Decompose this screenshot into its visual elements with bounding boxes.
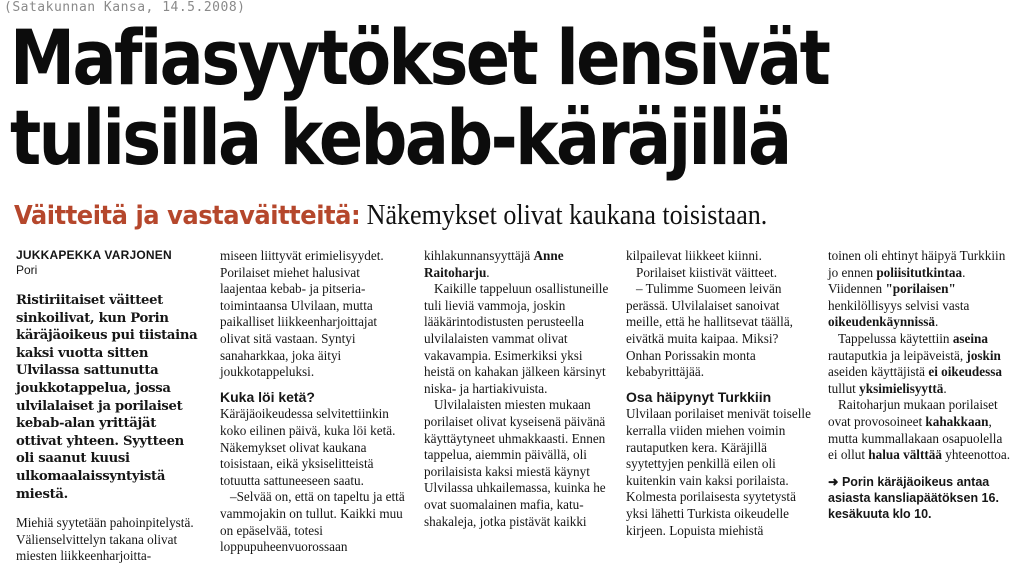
article-column-4 xyxy=(626,248,812,548)
article-column-1 xyxy=(16,248,205,564)
body-paragraph: Ulvilalaisten miesten mukaan porilaiset olivat kyseisenä päivänä käyttäytyneet uhmakkaasti. Ennen tappelua, aiemmin päivällä, oli porilaisista kaksi miestä käynyt Ulvilassa uhkailemassa, kuinka he ovat suomalainen mafia, katu-shakaleja, jotka pistävät kaikki xyxy=(424,397,606,529)
headline xyxy=(10,13,879,182)
text-run: , mutta kummallakaan osapuolella ei ollut xyxy=(828,413,1003,463)
text-run: rautaputkia ja leipäveistä, xyxy=(828,347,967,363)
text-run: tullut xyxy=(828,380,860,396)
headline-line-1: Mafiasyytökset lensivät xyxy=(10,13,829,102)
article-column-5 xyxy=(828,248,1012,548)
body-paragraph: Miehiä syytetään pahoinpitelystä. Välienselvittelyn takana olivat miesten liikkeenharjoitta- xyxy=(16,515,194,564)
text-run: yhteenottoa. xyxy=(941,447,1011,463)
body-paragraph xyxy=(828,397,1012,463)
text-run: Raitoharjun mukaan porilaiset ovat provosoineet xyxy=(828,397,998,429)
subheading-kuka-loi-keta: Kuka löi ketä? xyxy=(220,388,315,405)
text-run: kihlakunnansyyttäjä xyxy=(424,248,534,263)
emphasis: poliisitutkintaa xyxy=(876,264,963,280)
deck-text: Näkemykset olivat kaukana toisistaan. xyxy=(360,200,768,231)
body-paragraph: Porilaiset kiistivät väitteet. xyxy=(636,264,778,280)
text-run: toinen oli ehtinyt häipyä Turkkiin jo ennen xyxy=(828,248,1006,280)
verdict-date-note: ➜ Porin käräjäoikeus antaa asiasta kansliapäätöksen 16. kesäkuuta klo 10. xyxy=(828,474,999,521)
emphasis: oikeudenkäynnissä xyxy=(828,314,936,330)
emphasis: kahakkaan xyxy=(925,413,989,429)
body-paragraph xyxy=(828,331,1012,397)
body-paragraph: – Tulimme Suomeen leivän perässä. Ulvilalaiset sanoivat meille, että he hallitsevat täällä, eivätkä muita kaipaa. Miksi? Onhan Porissakin monta kebabyrittäjää. xyxy=(626,281,793,380)
text-run: . xyxy=(943,380,947,396)
headline-line-2: tulisilla kebab-käräjillä xyxy=(10,93,790,182)
source-citation: (Satakunnan Kansa, 14.5.2008) xyxy=(4,0,246,15)
emphasis: "porilaisen" xyxy=(885,281,956,297)
body-paragraph xyxy=(828,248,1012,331)
body-paragraph: kilpailevat liikkeet kiinni. xyxy=(626,248,762,263)
body-paragraph: Käräjäoikeudessa selvitettiinkin koko eilinen päivä, kuka löi ketä. Näkemykset olivat kaukana toisistaan, eikä yksiselitteistä totuutta sattuneeseen saatu. xyxy=(220,406,396,488)
body-paragraph: miseen liittyvät erimielisyydet. xyxy=(220,248,384,263)
text-run: . Viidennen xyxy=(828,264,966,297)
text-run: aseiden käyttäjistä xyxy=(828,364,929,380)
body-paragraph: Kaikille tappeluun osallistuneille tuli lieviä vammoja, joskin lääkärintodistusten perusteella ulvilalaisten vammat olivat vakavampia. Esimerkiksi yksi heistä on kahakan jälkeen kärsinyt niska- ja hartiakivuista. xyxy=(424,281,609,396)
text-run: Tappelussa käytettiin xyxy=(838,330,953,346)
lead-paragraph: Ristiriitaiset väitteet sinkoilivat, kun Porin käräjäoikeus pui tiistaina kaksi vuotta sitten Ulvilassa sattunutta joukkotappelua, jossa ulvilalaiset ja porilaiset kebab-alan yrittäjät ottivat yhteen. Syytteen oli saanut kuusi ulkomaalaissyntyistä miestä. xyxy=(16,293,198,502)
emphasis: joskin xyxy=(966,347,1001,363)
text-run: . xyxy=(935,314,939,330)
article-column-3 xyxy=(424,248,612,548)
prosecutor-name: Anne Raitoharju xyxy=(424,248,564,280)
text-run: henkilöllisyys selvisi vasta xyxy=(828,297,970,313)
deck-kicker: Väitteitä ja vastaväitteitä: xyxy=(14,201,361,231)
emphasis: ei oikeudessa xyxy=(928,364,1002,380)
text-run: . xyxy=(486,264,490,280)
body-paragraph xyxy=(424,248,612,281)
body-paragraph: Porilaiset miehet halusivat laajentaa kebab- ja pitseria-toimintaansa Ulvilaan, mutta paikalliset liikkeenharjoittajat olivat sitä vastaan. Syntyi sanaharkkaa, joka äityi joukkotappeluksi. xyxy=(220,264,378,380)
body-paragraph: Ulvilaan porilaiset menivät toiselle kerralla viiden miehen voimin rautaputken kera. Käräjillä syytettyjen penkillä eilen oli kuitenkin vain kaksi porilaista. Kolmesta porilaisesta syytetystä yksi lähetti Turkista oikeudelle kirjeen. Lopuista miehistä xyxy=(626,406,811,538)
emphasis: halua välttää xyxy=(868,447,942,463)
dateline-place: Pori xyxy=(16,263,38,277)
body-paragraph: –Selvää on, että on tapeltu ja että vammojakin on tullut. Kaikki muu on epäselvää, totesi loppupuheenvuorossaan xyxy=(220,489,405,555)
byline: JUKKAPEKKA VARJONEN xyxy=(16,248,172,262)
emphasis: aseina xyxy=(952,330,988,346)
emphasis: yksimielisyyttä xyxy=(859,380,944,396)
article-column-2 xyxy=(220,248,408,555)
subheading-osa-haipynyt-turkkiin: Osa häipynyt Turkkiin xyxy=(626,388,772,405)
deck xyxy=(14,199,767,233)
